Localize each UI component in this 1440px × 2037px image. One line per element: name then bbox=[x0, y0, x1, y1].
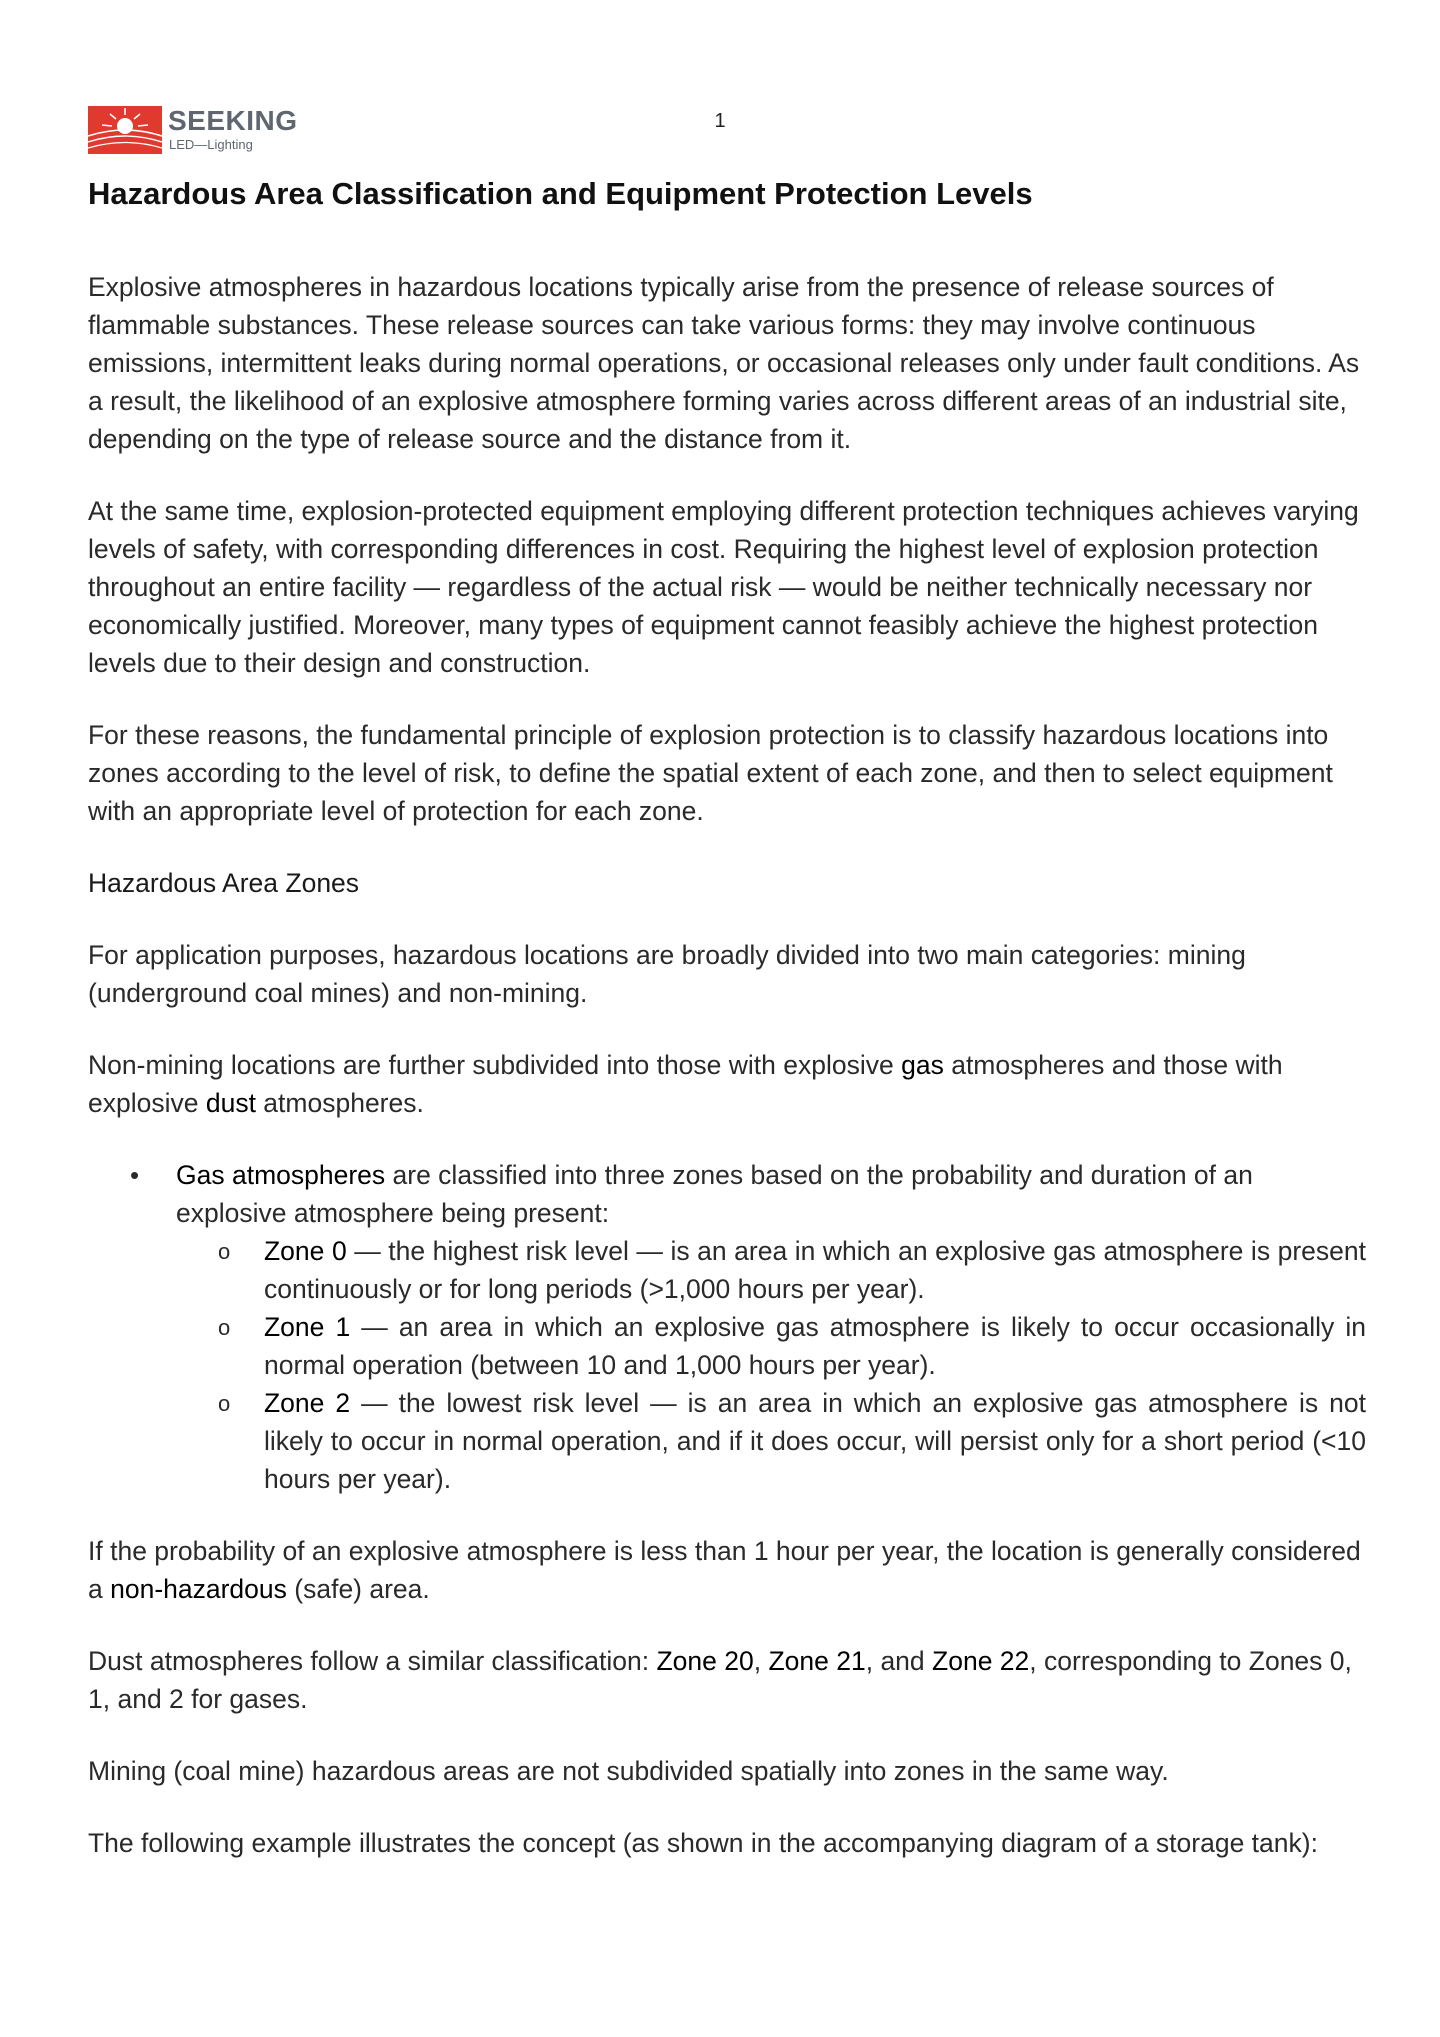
paragraph-mining: Mining (coal mine) hazardous areas are not subdivided spatially into zones in the same way. bbox=[88, 1756, 1169, 1786]
paragraph-safe-area bbox=[88, 1532, 1366, 1608]
circle-bullet-icon: o bbox=[218, 1391, 231, 1416]
logo-brand-text: SEEKING bbox=[168, 105, 298, 136]
emphasis-gas-atmospheres: Gas atmospheres bbox=[176, 1160, 386, 1190]
list-item-zone-2 bbox=[176, 1384, 1366, 1498]
company-logo bbox=[88, 104, 308, 156]
emphasis-non-hazardous: non-hazardous bbox=[110, 1574, 287, 1604]
zone-description: — the highest risk level — is an area in which an explosive gas atmosphere is present continuously or for long periods (>1,000 hours per year). bbox=[264, 1236, 1366, 1304]
section-heading: Hazardous Area Zones bbox=[88, 868, 360, 898]
document-title: Hazardous Area Classification and Equipment Protection Levels bbox=[88, 176, 1033, 211]
zone-label: Zone 0 bbox=[264, 1236, 347, 1266]
text-span: Dust atmospheres follow a similar classification: bbox=[88, 1646, 657, 1676]
gas-bullet-list bbox=[88, 1156, 1366, 1498]
bullet-icon: • bbox=[130, 1160, 140, 1190]
circle-bullet-icon: o bbox=[218, 1239, 231, 1264]
logo-tagline: LED—Lighting bbox=[169, 137, 253, 152]
paragraph-release-sources: Explosive atmospheres in hazardous locations typically arise from the presence of release sources of flammable substances. These release sources can take various forms: they may involve continuous emissions, intermittent leaks during normal operations, or occasional releases only under fault conditions. As a result, the likelihood of an explosive atmosphere forming varies across different areas of an industrial site, depending on the type of release source and the distance from it. bbox=[88, 272, 1360, 454]
text-span: If the probability of an explosive atmosphere is less than 1 hour per year, the location is generally considered a bbox=[88, 1536, 1361, 1604]
paragraph-dust-zones bbox=[88, 1642, 1366, 1718]
text-span: atmospheres. bbox=[255, 1088, 424, 1118]
logo-sun-icon bbox=[88, 106, 162, 154]
text-span: are classified into three zones based on the probability and duration of an explosive atmosphere being present: bbox=[176, 1160, 1253, 1228]
text-span: (safe) area. bbox=[286, 1574, 430, 1604]
document-body bbox=[88, 268, 1366, 1896]
emphasis-zone-21: Zone 21 bbox=[768, 1646, 866, 1676]
emphasis-dust: dust bbox=[205, 1088, 256, 1118]
list-item-zone-1 bbox=[176, 1308, 1366, 1384]
emphasis-zone-22: Zone 22 bbox=[932, 1646, 1030, 1676]
emphasis-zone-20: Zone 20 bbox=[656, 1646, 754, 1676]
text-span: atmospheres and those with explosive bbox=[88, 1050, 1283, 1118]
text-span: , corresponding to Zones 0, 1, and 2 for gases. bbox=[88, 1646, 1352, 1714]
zone-label: Zone 2 bbox=[264, 1388, 351, 1418]
paragraph-nonmining bbox=[88, 1046, 1366, 1122]
zone-label: Zone 1 bbox=[264, 1312, 351, 1342]
zone-sublist bbox=[176, 1232, 1366, 1498]
text-span: , bbox=[753, 1646, 769, 1676]
text-span: Non-mining locations are further subdivided into those with explosive bbox=[88, 1050, 902, 1080]
emphasis-gas: gas bbox=[901, 1050, 944, 1080]
list-item-zone-0 bbox=[176, 1232, 1366, 1308]
paragraph-principle: For these reasons, the fundamental principle of explosion protection is to classify hazardous locations into zones according to the level of risk, to define the spatial extent of each zone, and then to select equipment with an appropriate level of protection for each zone. bbox=[88, 720, 1333, 826]
circle-bullet-icon: o bbox=[218, 1315, 231, 1340]
paragraph-protection-cost: At the same time, explosion-protected equipment employing different protection techniques achieves varying levels of safety, with corresponding differences in cost. Requiring the highest level of explosion protection throughout an entire facility — regardless of the actual risk — would be neither technically necessary nor economically justified. Moreover, many types of equipment cannot feasibly achieve the highest protection levels due to their design and construction. bbox=[88, 496, 1359, 678]
paragraph-application: For application purposes, hazardous locations are broadly divided into two main categories: mining (underground coal mines) and non-mining. bbox=[88, 940, 1246, 1008]
zone-description: — the lowest risk level — is an area in which an explosive gas atmosphere is not likely to occur in normal operation, and if it does occur, will persist only for a short period (<10 hours per year). bbox=[264, 1388, 1366, 1494]
page-number: 1 bbox=[714, 110, 726, 132]
zone-description: — an area in which an explosive gas atmosphere is likely to occur occasionally in normal operation (between 10 and 1,000 hours per year). bbox=[264, 1312, 1366, 1380]
paragraph-example: The following example illustrates the concept (as shown in the accompanying diagram of a storage tank): bbox=[88, 1828, 1318, 1858]
text-span: , and bbox=[865, 1646, 933, 1676]
list-item-gas-atmospheres bbox=[88, 1156, 1366, 1498]
